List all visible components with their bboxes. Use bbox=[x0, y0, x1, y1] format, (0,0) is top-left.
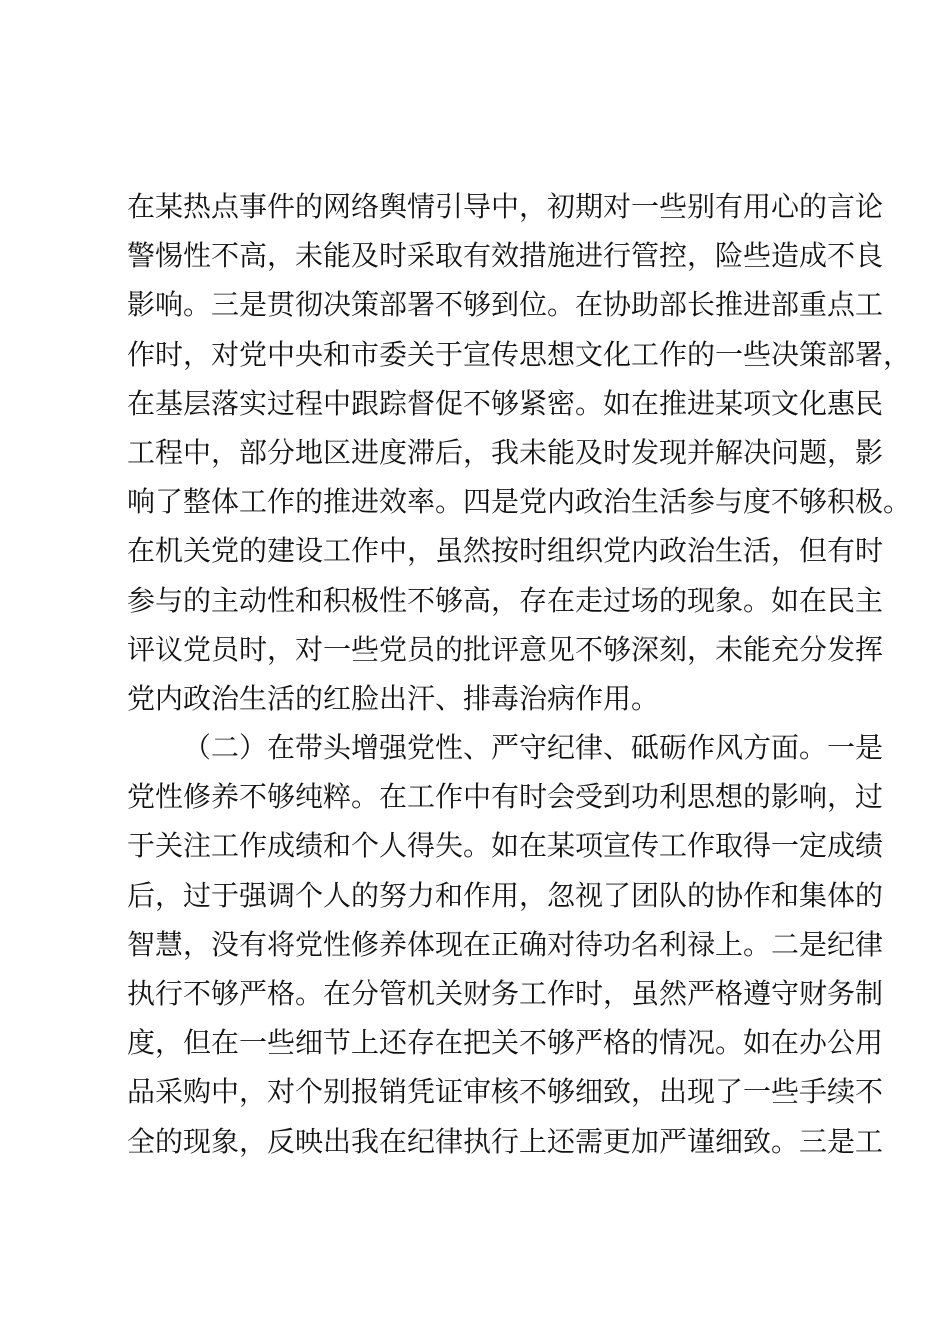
text-line: 度，但在一些细节上还存在把关不够严格的情况。如在办公用 bbox=[127, 1026, 884, 1060]
text-line: 于关注工作成绩和个人得失。如在某项宣传工作取得一定成绩 bbox=[127, 829, 884, 863]
text-line: 警惕性不高，未能及时采取有效措施进行管控，险些造成不良 bbox=[127, 239, 884, 273]
text-line: 在基层落实过程中跟踪督促不够紧密。如在推进某项文化惠民 bbox=[127, 386, 884, 420]
text-line: 全的现象，反映出我在纪律执行上还需更加严谨细致。三是工 bbox=[127, 1124, 884, 1158]
text-line: 在机关党的建设工作中，虽然按时组织党内政治生活，但有时 bbox=[127, 534, 884, 568]
text-line: 党性修养不够纯粹。在工作中有时会受到功利思想的影响，过 bbox=[127, 780, 884, 814]
text-line: 品采购中，对个别报销凭证审核不够细致，出现了一些手续不 bbox=[127, 1075, 884, 1109]
body-text bbox=[127, 182, 912, 1166]
text-line: 响了整体工作的推进效率。四是党内政治生活参与度不够积极。 bbox=[127, 485, 912, 519]
text-line: 在某热点事件的网络舆情引导中，初期对一些别有用心的言论 bbox=[127, 190, 884, 223]
text-line: 参与的主动性和积极性不够高，存在走过场的现象。如在民主 bbox=[127, 583, 884, 617]
text-line: 影响。三是贯彻决策部署不够到位。在协助部长推进部重点工 bbox=[127, 288, 884, 322]
section-heading-line: （二）在带头增强党性、严守纪律、砥砺作风方面。一是 bbox=[183, 731, 884, 765]
text-line: 作时，对党中央和市委关于宣传思想文化工作的一些决策部署， bbox=[127, 337, 912, 371]
text-line: 后，过于强调个人的努力和作用，忽视了团队的协作和集体的 bbox=[127, 878, 884, 912]
text-line: 执行不够严格。在分管机关财务工作时，虽然严格遵守财务制 bbox=[127, 977, 884, 1010]
text-line: 党内政治生活的红脸出汗、排毒治病作用。 bbox=[127, 681, 660, 715]
text-line: 工程中，部分地区进度滞后，我未能及时发现并解决问题，影 bbox=[127, 435, 884, 469]
text-line: 智慧，没有将党性修养体现在正确对待功名利禄上。二是纪律 bbox=[127, 927, 884, 961]
text-line: 评议党员时，对一些党员的批评意见不够深刻，未能充分发挥 bbox=[127, 632, 884, 666]
